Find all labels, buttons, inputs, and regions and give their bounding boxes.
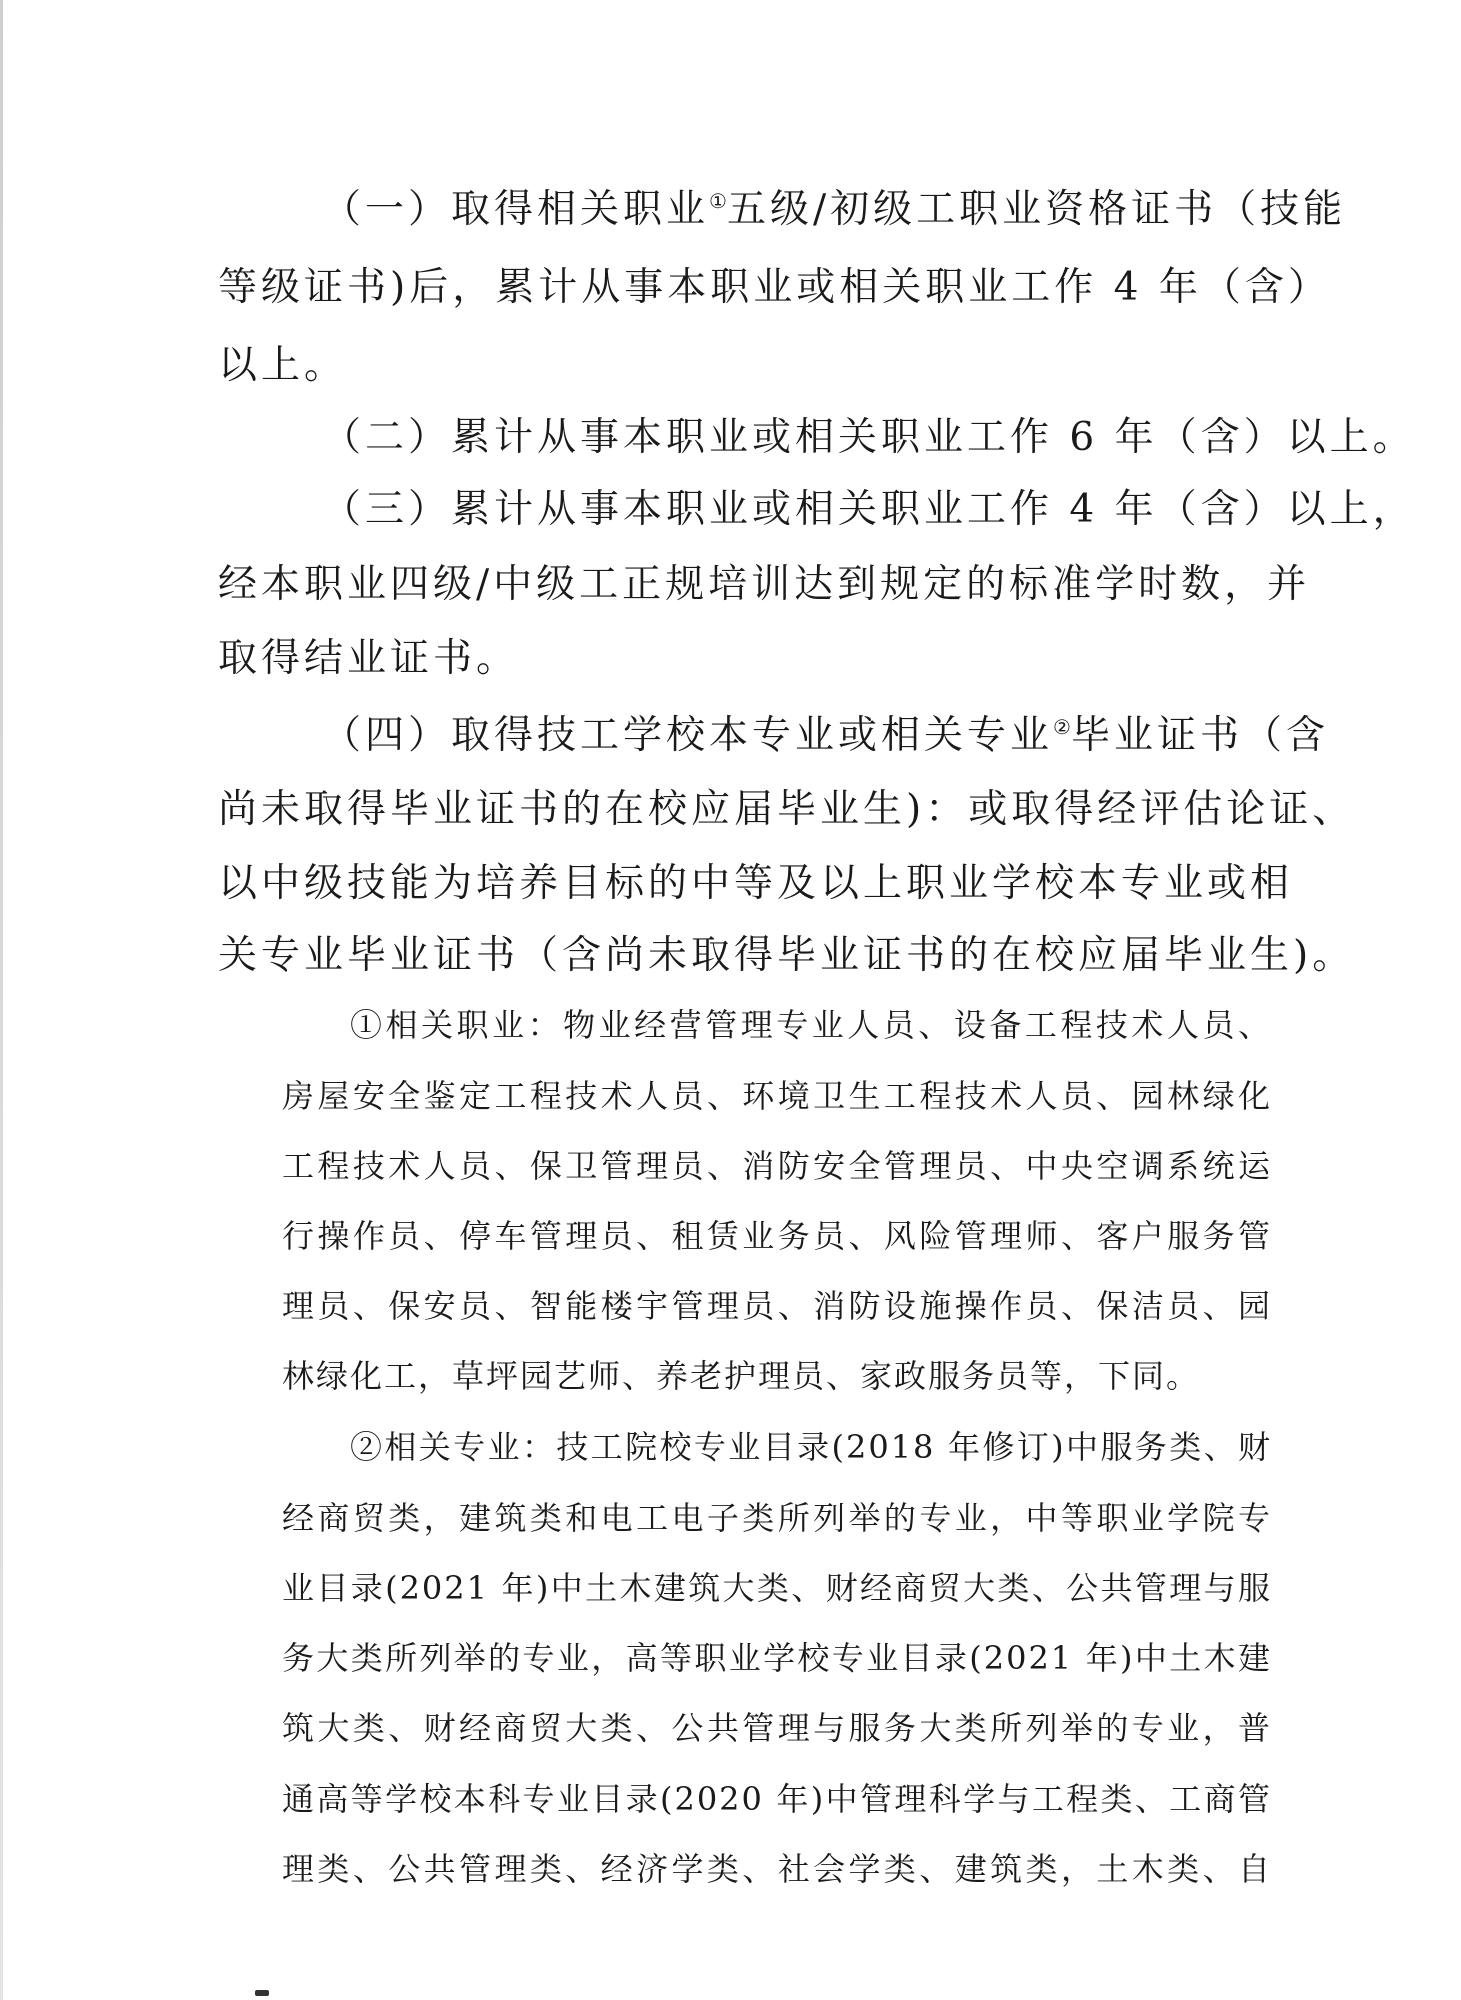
note-2-line-4: 务大类所列举的专业，高等职业学校专业目录(2021 年)中土木建 xyxy=(282,1639,1272,1677)
note-2-line-1: ②相关专业：技工院校专业目录(2018 年修订)中服务类、财 xyxy=(350,1428,1272,1466)
paragraph-4-line-2: 尚未取得毕业证书的在校应届毕业生)：或取得经评估论证、 xyxy=(218,787,1356,832)
note-2-line-2: 经商贸类，建筑类和电工电子类所列举的专业，中等职业学院专 xyxy=(282,1499,1272,1537)
footnote-marker-1: ① xyxy=(709,189,727,213)
note-1-line-5: 理员、保安员、智能楼宇管理员、消防设施操作员、保洁员、园 xyxy=(282,1287,1272,1325)
scan-edge-line xyxy=(0,0,3,2000)
paragraph-4-line-1-text-a: （四）取得技工学校本专业或相关专业 xyxy=(322,713,1054,758)
paragraph-3-line-3: 取得结业证书。 xyxy=(218,636,520,681)
note-2-line-5: 筑大类、财经商贸大类、公共管理与服务大类所列举的专业，普 xyxy=(282,1709,1272,1747)
note-1-line-1: ①相关职业：物业经营管理专业人员、设备工程技术人员、 xyxy=(350,1006,1272,1044)
note-2-line-3: 业目录(2021 年)中土木建筑大类、财经商贸大类、公共管理与服 xyxy=(282,1569,1272,1607)
paragraph-4-line-3: 以中级技能为培养目标的中等及以上职业学校本专业或相 xyxy=(218,861,1294,906)
scan-speck xyxy=(255,1990,269,1996)
paragraph-4-line-4: 关专业毕业证书（含尚未取得毕业证书的在校应届毕业生)。 xyxy=(218,933,1356,978)
paragraph-3-line-1: （三）累计从事本职业或相关职业工作 4 年（含）以上， xyxy=(322,487,1416,532)
paragraph-3-line-2: 经本职业四级/中级工正规培训达到规定的标准学时数，并 xyxy=(218,562,1311,607)
note-1-line-2: 房屋安全鉴定工程技术人员、环境卫生工程技术人员、园林绿化 xyxy=(282,1077,1272,1115)
note-2-line-7: 理类、公共管理类、经济学类、社会学类、建筑类，土木类、自 xyxy=(282,1850,1272,1888)
paragraph-1-line-2: 等级证书)后，累计从事本职业或相关职业工作 4 年（含） xyxy=(218,265,1331,310)
paragraph-4-line-1 xyxy=(322,704,1329,760)
paragraph-1-line-1 xyxy=(322,178,1347,234)
paragraph-4-line-1-text-b: 毕业证书（含 xyxy=(1070,713,1329,758)
note-2-line-6: 通高等学校本科专业目录(2020 年)中管理科学与工程类、工商管 xyxy=(282,1780,1272,1818)
paragraph-2-line-1: （二）累计从事本职业或相关职业工作 6 年（含）以上。 xyxy=(322,415,1416,460)
note-1-line-3: 工程技术人员、保卫管理员、消防安全管理员、中央空调系统运 xyxy=(282,1147,1272,1185)
paragraph-1-line-1-text-b: 五级/初级工职业资格证书（技能 xyxy=(726,187,1347,232)
footnote-marker-2: ② xyxy=(1053,715,1071,739)
paragraph-1-line-3: 以上。 xyxy=(218,343,348,388)
note-1-line-6: 林绿化工，草坪园艺师、养老护理员、家政服务员等，下同。 xyxy=(282,1357,1201,1395)
paragraph-1-line-1-text-a: （一）取得相关职业 xyxy=(322,187,710,232)
note-1-line-4: 行操作员、停车管理员、租赁业务员、风险管理师、客户服务管 xyxy=(282,1217,1272,1255)
